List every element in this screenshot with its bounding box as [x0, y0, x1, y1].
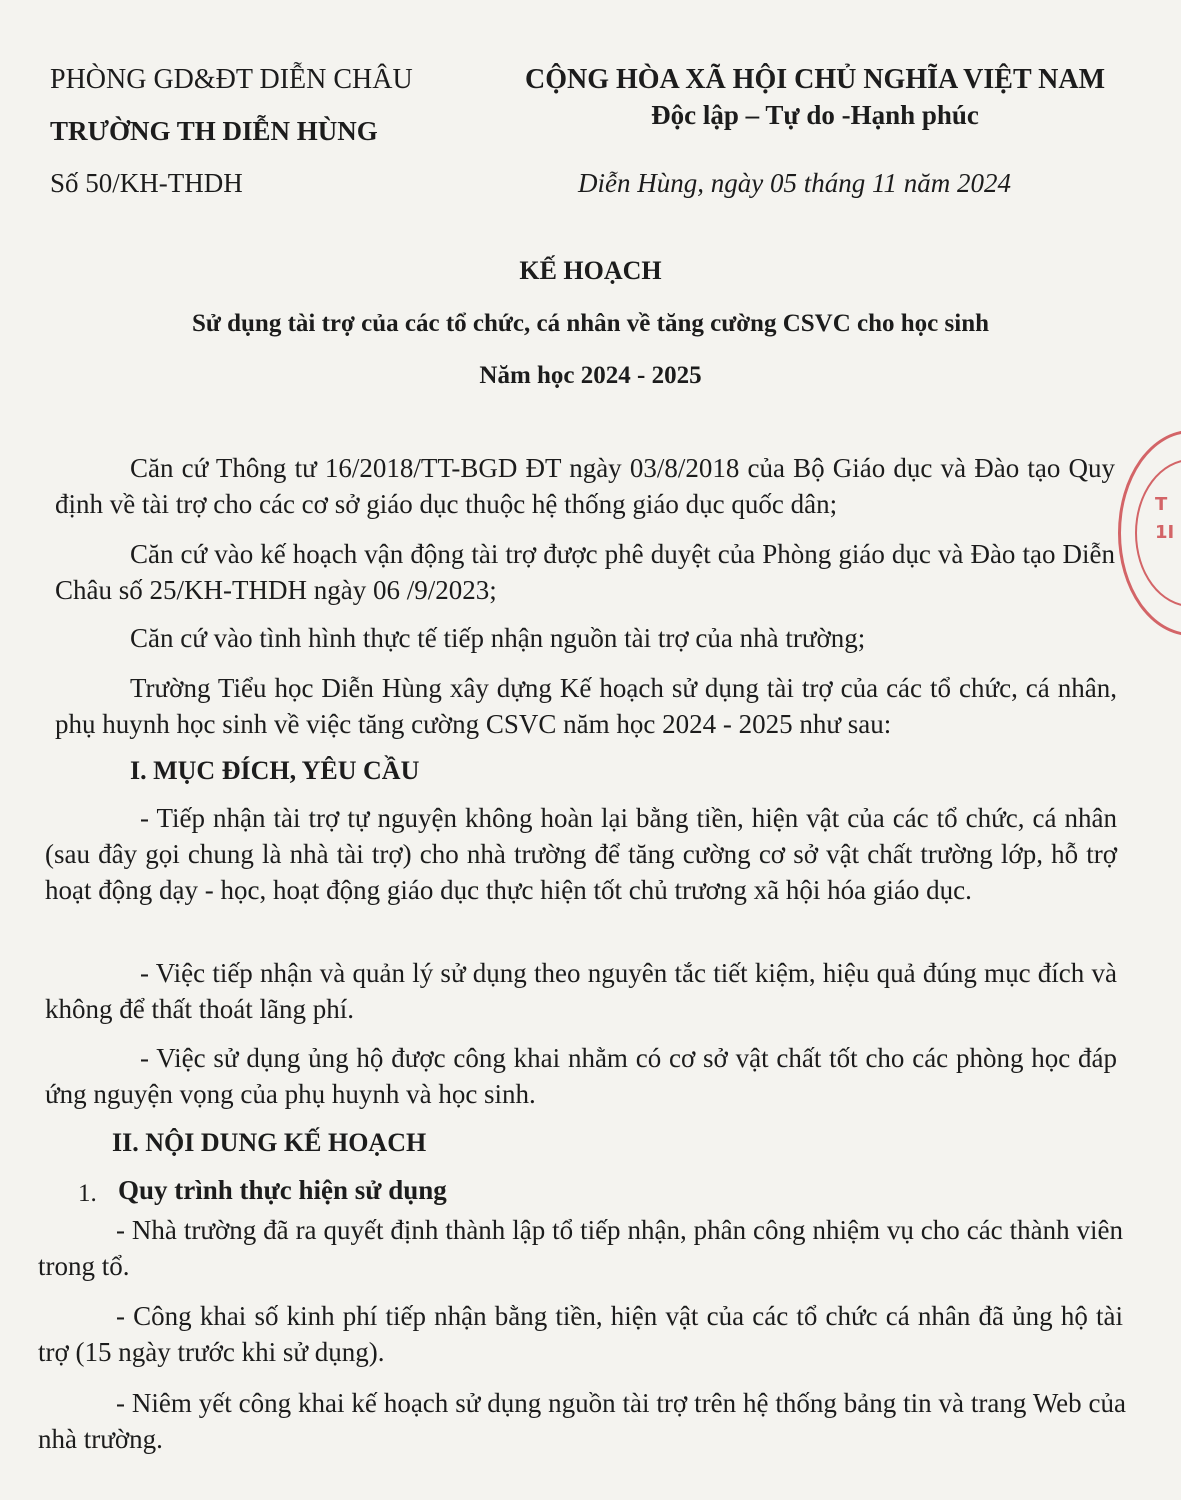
subsection-title: Quy trình thực hiện sử dụng: [118, 1175, 447, 1205]
document-number: Số 50/KH-THDH: [50, 168, 243, 198]
basis-paragraph: Căn cứ Thông tư 16/2018/TT-BGD ĐT ngày 03/8/2018 của Bộ Giáo dục và Đào tạo Quy định về tài trợ cho các cơ sở giáo dục thuộc hệ thống giáo dục quốc dân;: [55, 453, 1115, 519]
list-item: - Việc sử dụng ủng hộ được công khai nhằm có cơ sở vật chất tốt cho các phòng học đáp ứng nguyện vọng của phụ huynh và học sinh.: [45, 1043, 1117, 1109]
agency-name: PHÒNG GD&ĐT DIỄN CHÂU: [50, 64, 413, 95]
basis-paragraph: Trường Tiểu học Diễn Hùng xây dựng Kế hoạch sử dụng tài trợ của các tổ chức, cá nhân, phụ huynh học sinh về việc tăng cường CSVC năm học 2024 - 2025 như sau:: [55, 673, 1117, 739]
document-title: KẾ HOẠCH: [519, 256, 662, 285]
list-item: - Niêm yết công khai kế hoạch sử dụng nguồn tài trợ trên hệ thống bảng tin và trang Web của nhà trường.: [38, 1388, 1126, 1454]
subsection-number: 1.: [78, 1180, 97, 1207]
list-item: - Nhà trường đã ra quyết định thành lập tổ tiếp nhận, phân công nhiệm vụ cho các thành viên trong tổ.: [38, 1215, 1123, 1281]
section-heading: II. NỘI DUNG KẾ HOẠCH: [112, 1128, 427, 1157]
document-subtitle: Sử dụng tài trợ của các tổ chức, cá nhân về tăng cường CSVC cho học sinh: [191, 310, 990, 337]
national-motto: Độc lập – Tự do -Hạnh phúc: [651, 100, 979, 130]
section-heading: I. MỤC ĐÍCH, YÊU CẦU: [130, 756, 420, 785]
official-seal: [1118, 430, 1181, 636]
basis-paragraph: Căn cứ vào kế hoạch vận động tài trợ được phê duyệt của Phòng giáo dục và Đào tạo Diễn Châu số 25/KH-THDH ngày 06 /9/2023;: [55, 539, 1115, 605]
list-item: - Tiếp nhận tài trợ tự nguyện không hoàn lại bằng tiền, hiện vật của các tổ chức, cá nhân (sau đây gọi chung là nhà tài trợ) cho nhà trường để tăng cường cơ sở vật chất trường lớp, hỗ trợ hoạt động dạy - học, hoạt động giáo dục thực hiện tốt chủ trương xã hội hóa giáo dục.: [45, 803, 1117, 905]
nation-name: CỘNG HÒA XÃ HỘI CHỦ NGHĨA VIỆT NAM: [524, 64, 1106, 95]
list-item: - Việc tiếp nhận và quản lý sử dụng theo nguyên tắc tiết kiệm, hiệu quả đúng mục đích và không để thất thoát lãng phí.: [45, 958, 1117, 1024]
seal-fragment: T: [1155, 494, 1168, 515]
seal-fragment: 1I: [1155, 522, 1175, 543]
date-line: Diễn Hùng, ngày 05 tháng 11 năm 2024: [578, 168, 1011, 198]
list-item: - Công khai số kinh phí tiếp nhận bằng tiền, hiện vật của các tổ chức cá nhân đã ủng hộ tài trợ (15 ngày trước khi sử dụng).: [38, 1301, 1123, 1367]
school-name: TRƯỜNG TH DIỄN HÙNG: [50, 116, 378, 146]
basis-paragraph: Căn cứ vào tình hình thực tế tiếp nhận nguồn tài trợ của nhà trường;: [130, 623, 866, 653]
school-year: Năm học 2024 - 2025: [479, 362, 702, 389]
